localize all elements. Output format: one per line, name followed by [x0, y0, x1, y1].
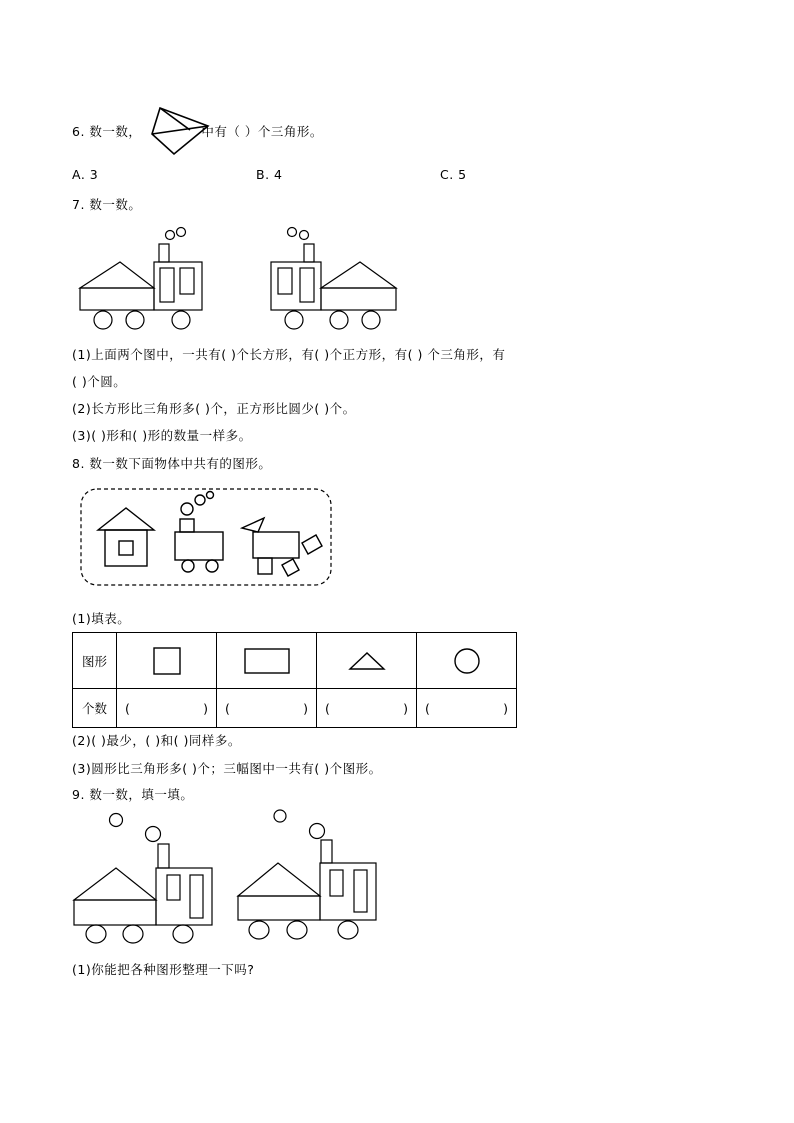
q9-trains-figure — [72, 808, 382, 948]
paren-open: ( — [425, 700, 430, 716]
paren-open: ( — [225, 700, 230, 716]
q7-sub1-line2: ( )个圆。 — [72, 374, 127, 389]
paren-close: ) — [503, 700, 508, 716]
q8-shape-table — [72, 632, 517, 728]
circle-shape-icon — [453, 647, 481, 675]
q7-sub1-line1: (1)上面两个图中，一共有( )个长方形，有( )个正方形，有( ) 个三角形，有 — [72, 347, 506, 362]
square-shape-icon — [152, 647, 182, 675]
q9-sub1: (1)你能把各种图形整理一下吗? — [72, 962, 255, 977]
q6-kite-figure — [150, 106, 210, 156]
table-cell-square — [117, 633, 217, 689]
paren-open: ( — [325, 700, 330, 716]
table-row1-label: 图形 — [73, 633, 117, 689]
q8-sub2: (2)( )最少，( )和( )同样多。 — [72, 733, 241, 748]
q9-title: 9. 数一数，填一填。 — [72, 787, 194, 802]
q6-text-before: 6. 数一数， — [72, 124, 142, 139]
table-cell-triangle — [317, 633, 417, 689]
q7-title: 7. 数一数。 — [72, 197, 142, 212]
rectangle-shape-icon — [243, 648, 291, 674]
q8-sub3: (3)圆形比三角形多( )个；三幅图中一共有( )个图形。 — [72, 761, 382, 776]
table-row2-label: 个数 — [73, 689, 117, 728]
q8-objects-figure — [80, 488, 334, 588]
count-circle-field[interactable] — [417, 689, 517, 728]
q7-trains-figure — [76, 222, 401, 332]
paren-close: ) — [203, 700, 208, 716]
count-rectangle-field[interactable] — [217, 689, 317, 728]
q6-text-after: 中有（ ）个三角形。 — [201, 124, 323, 139]
q6-option-a: A. 3 — [72, 167, 99, 182]
triangle-shape-icon — [348, 651, 386, 671]
table-cell-rectangle — [217, 633, 317, 689]
q7-sub3: (3)( )形和( )形的数量一样多。 — [72, 428, 252, 443]
q6-option-c: C. 5 — [440, 167, 467, 182]
paren-close: ) — [303, 700, 308, 716]
q6-option-b: B. 4 — [256, 167, 283, 182]
count-square-field[interactable] — [117, 689, 217, 728]
table-cell-circle — [417, 633, 517, 689]
q7-sub2: (2)长方形比三角形多( )个，正方形比圆少( )个。 — [72, 401, 356, 416]
paren-open: ( — [125, 700, 130, 716]
q8-sub1: (1)填表。 — [72, 611, 131, 626]
count-triangle-field[interactable] — [317, 689, 417, 728]
q8-title: 8. 数一数下面物体中共有的图形。 — [72, 456, 272, 471]
paren-close: ) — [403, 700, 408, 716]
